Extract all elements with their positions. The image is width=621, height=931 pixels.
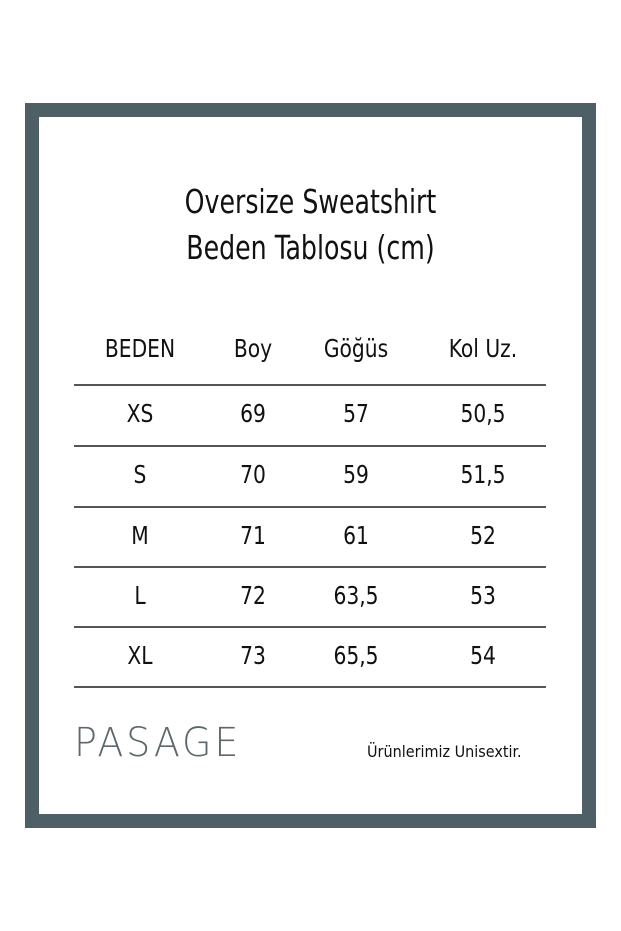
title-line-2: Beden Tablosu (cm) (186, 228, 435, 267)
column-header: Göğüs (323, 334, 389, 363)
table-cell: 61 (343, 521, 369, 550)
table-cell: S (133, 460, 147, 489)
table-cell: 54 (470, 641, 496, 670)
column-header: Kol Uz. (448, 334, 518, 363)
table-cell: 53 (470, 581, 496, 610)
table-cell: L (134, 581, 146, 610)
table-cell: 57 (343, 399, 369, 428)
row-divider (74, 626, 546, 628)
brand-logo: PASAGE (74, 720, 242, 766)
column-header: Boy (233, 334, 273, 363)
row-divider (74, 506, 546, 508)
table-cell: 71 (240, 521, 266, 550)
table-cell: 73 (240, 641, 266, 670)
table-cell: 59 (343, 460, 369, 489)
table-cell: 69 (240, 399, 266, 428)
row-divider (74, 566, 546, 568)
table-cell: 70 (240, 460, 266, 489)
table-cell: 52 (470, 521, 496, 550)
column-header: BEDEN (104, 334, 176, 363)
table-cell: XL (127, 641, 153, 670)
unisex-note: Ürünlerimiz Unisextir. (367, 742, 522, 761)
title-line-1: Oversize Sweatshirt (184, 182, 437, 221)
table-cell: 50,5 (460, 399, 506, 428)
row-divider (74, 445, 546, 447)
table-cell: 65,5 (333, 641, 379, 670)
table-cell: 72 (240, 581, 266, 610)
table-cell: M (131, 521, 149, 550)
row-divider (74, 686, 546, 688)
row-divider (74, 384, 546, 386)
table-cell: XS (126, 399, 154, 428)
table-cell: 51,5 (460, 460, 506, 489)
table-cell: 63,5 (333, 581, 379, 610)
